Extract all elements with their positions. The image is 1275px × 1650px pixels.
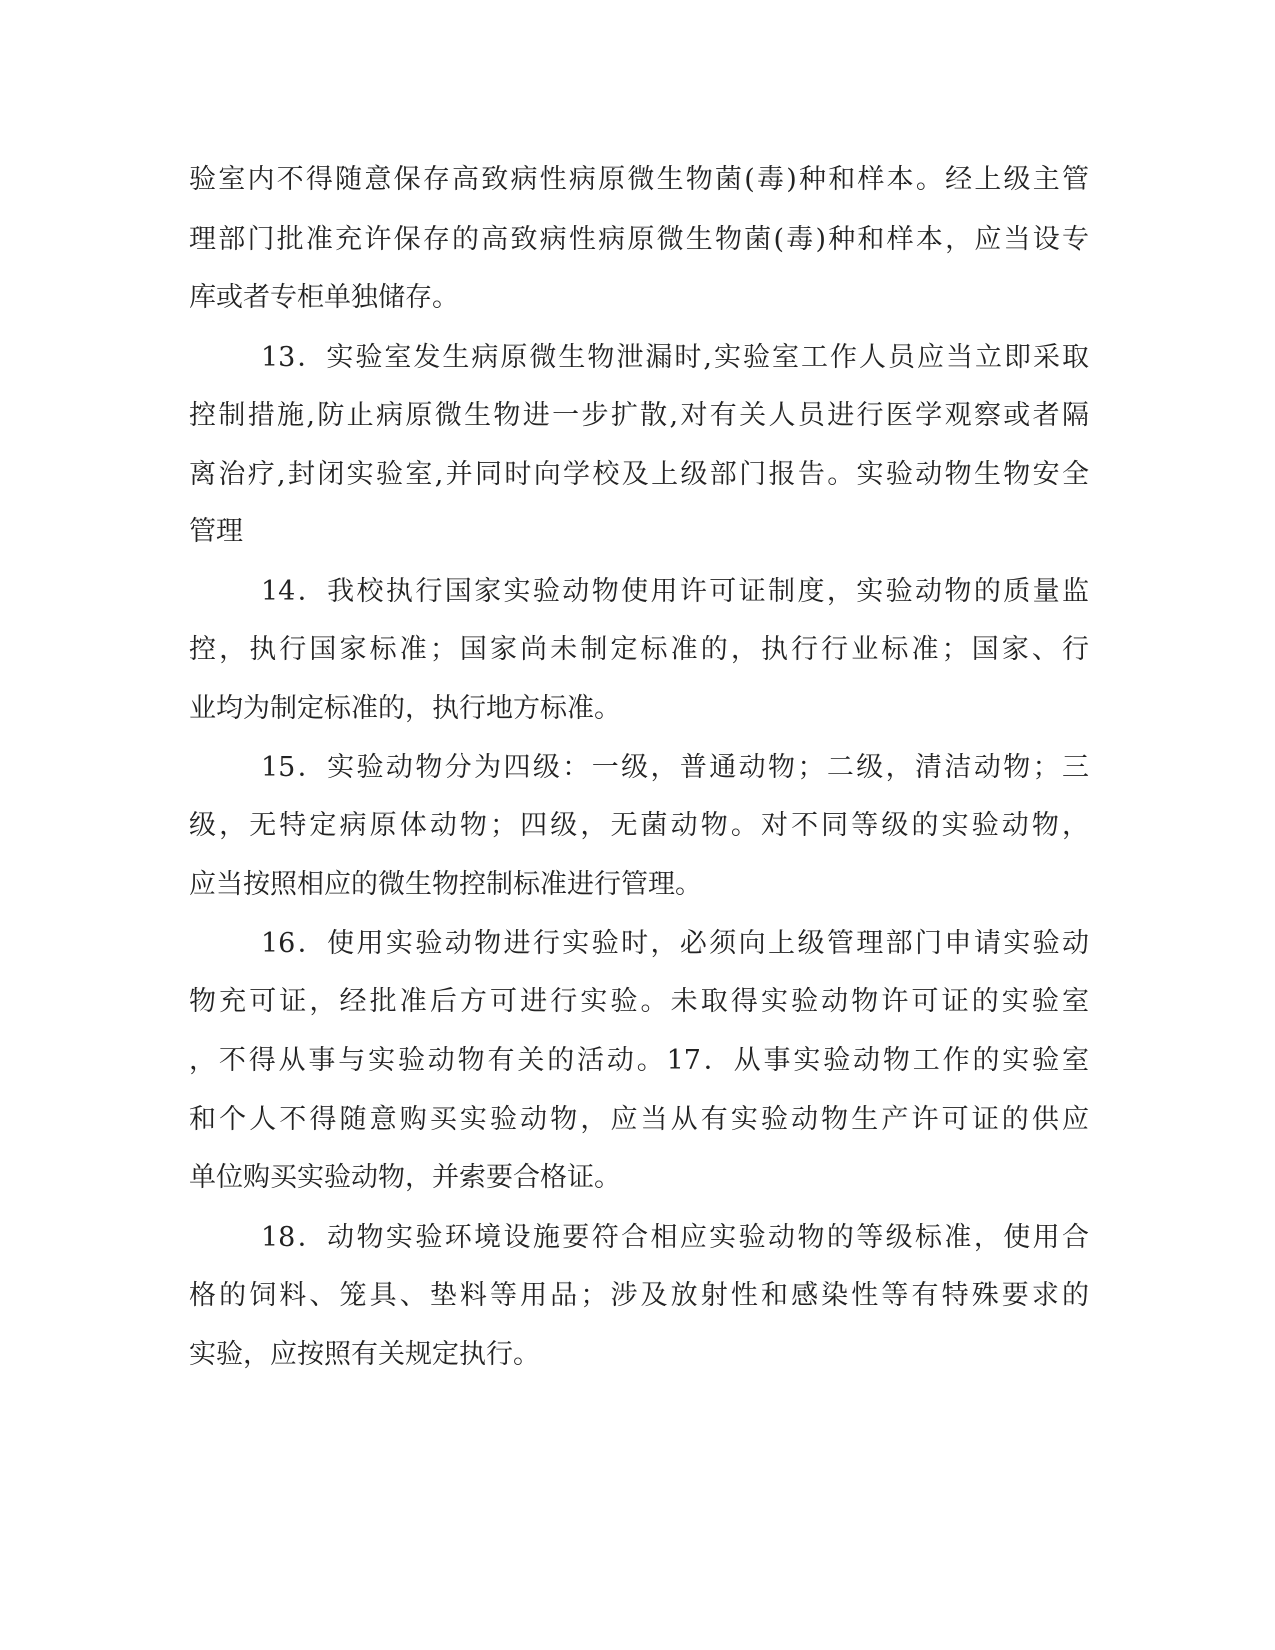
text-line: 验室内不得随意保存高致病性病原微生物菌(毒)种和样本。经上级主管 — [189, 164, 1089, 195]
paragraph-15-start: 15．实验动物分为四级：一级，普通动物；二级，清洁动物；三 — [261, 752, 1089, 783]
paragraph-18-start: 18．动物实验环境设施要符合相应实验动物的等级标准，使用合 — [261, 1222, 1089, 1253]
text-line: 物充可证，经批准后方可进行实验。未取得实验动物许可证的实验室 — [189, 986, 1089, 1017]
text-line: 实验，应按照有关规定执行。 — [189, 1339, 540, 1370]
text-line: 级，无特定病原体动物；四级，无菌动物。对不同等级的实验动物， — [189, 810, 1089, 841]
text-line: 管理 — [189, 516, 243, 547]
text-line: 单位购买实验动物，并索要合格证。 — [189, 1162, 621, 1193]
text-line: 业均为制定标准的，执行地方标准。 — [189, 693, 621, 724]
paragraph-16-start: 16．使用实验动物进行实验时，必须向上级管理部门申请实验动 — [261, 928, 1089, 959]
text-line: 库或者专柜单独储存。 — [189, 282, 459, 313]
text-line: 控制措施,防止病原微生物进一步扩散,对有关人员进行医学观察或者隔 — [189, 400, 1089, 431]
text-line: ，不得从事与实验动物有关的活动。17．从事实验动物工作的实验室 — [189, 1045, 1089, 1076]
paragraph-14-start: 14．我校执行国家实验动物使用许可证制度，实验动物的质量监 — [261, 576, 1089, 607]
paragraph-13-start: 13．实验室发生病原微生物泄漏时,实验室工作人员应当立即采取 — [261, 342, 1089, 373]
text-line: 和个人不得随意购买实验动物，应当从有实验动物生产许可证的供应 — [189, 1104, 1089, 1135]
text-line: 格的饲料、笼具、垫料等用品；涉及放射性和感染性等有特殊要求的 — [189, 1280, 1089, 1311]
text-line: 离治疗,封闭实验室,并同时向学校及上级部门报告。实验动物生物安全 — [189, 459, 1089, 490]
text-line: 控，执行国家标准；国家尚未制定标准的，执行行业标准；国家、行 — [189, 634, 1089, 665]
text-line: 应当按照相应的微生物控制标准进行管理。 — [189, 869, 702, 900]
text-line: 理部门批准充许保存的高致病性病原微生物菌(毒)种和样本，应当设专 — [189, 224, 1089, 255]
